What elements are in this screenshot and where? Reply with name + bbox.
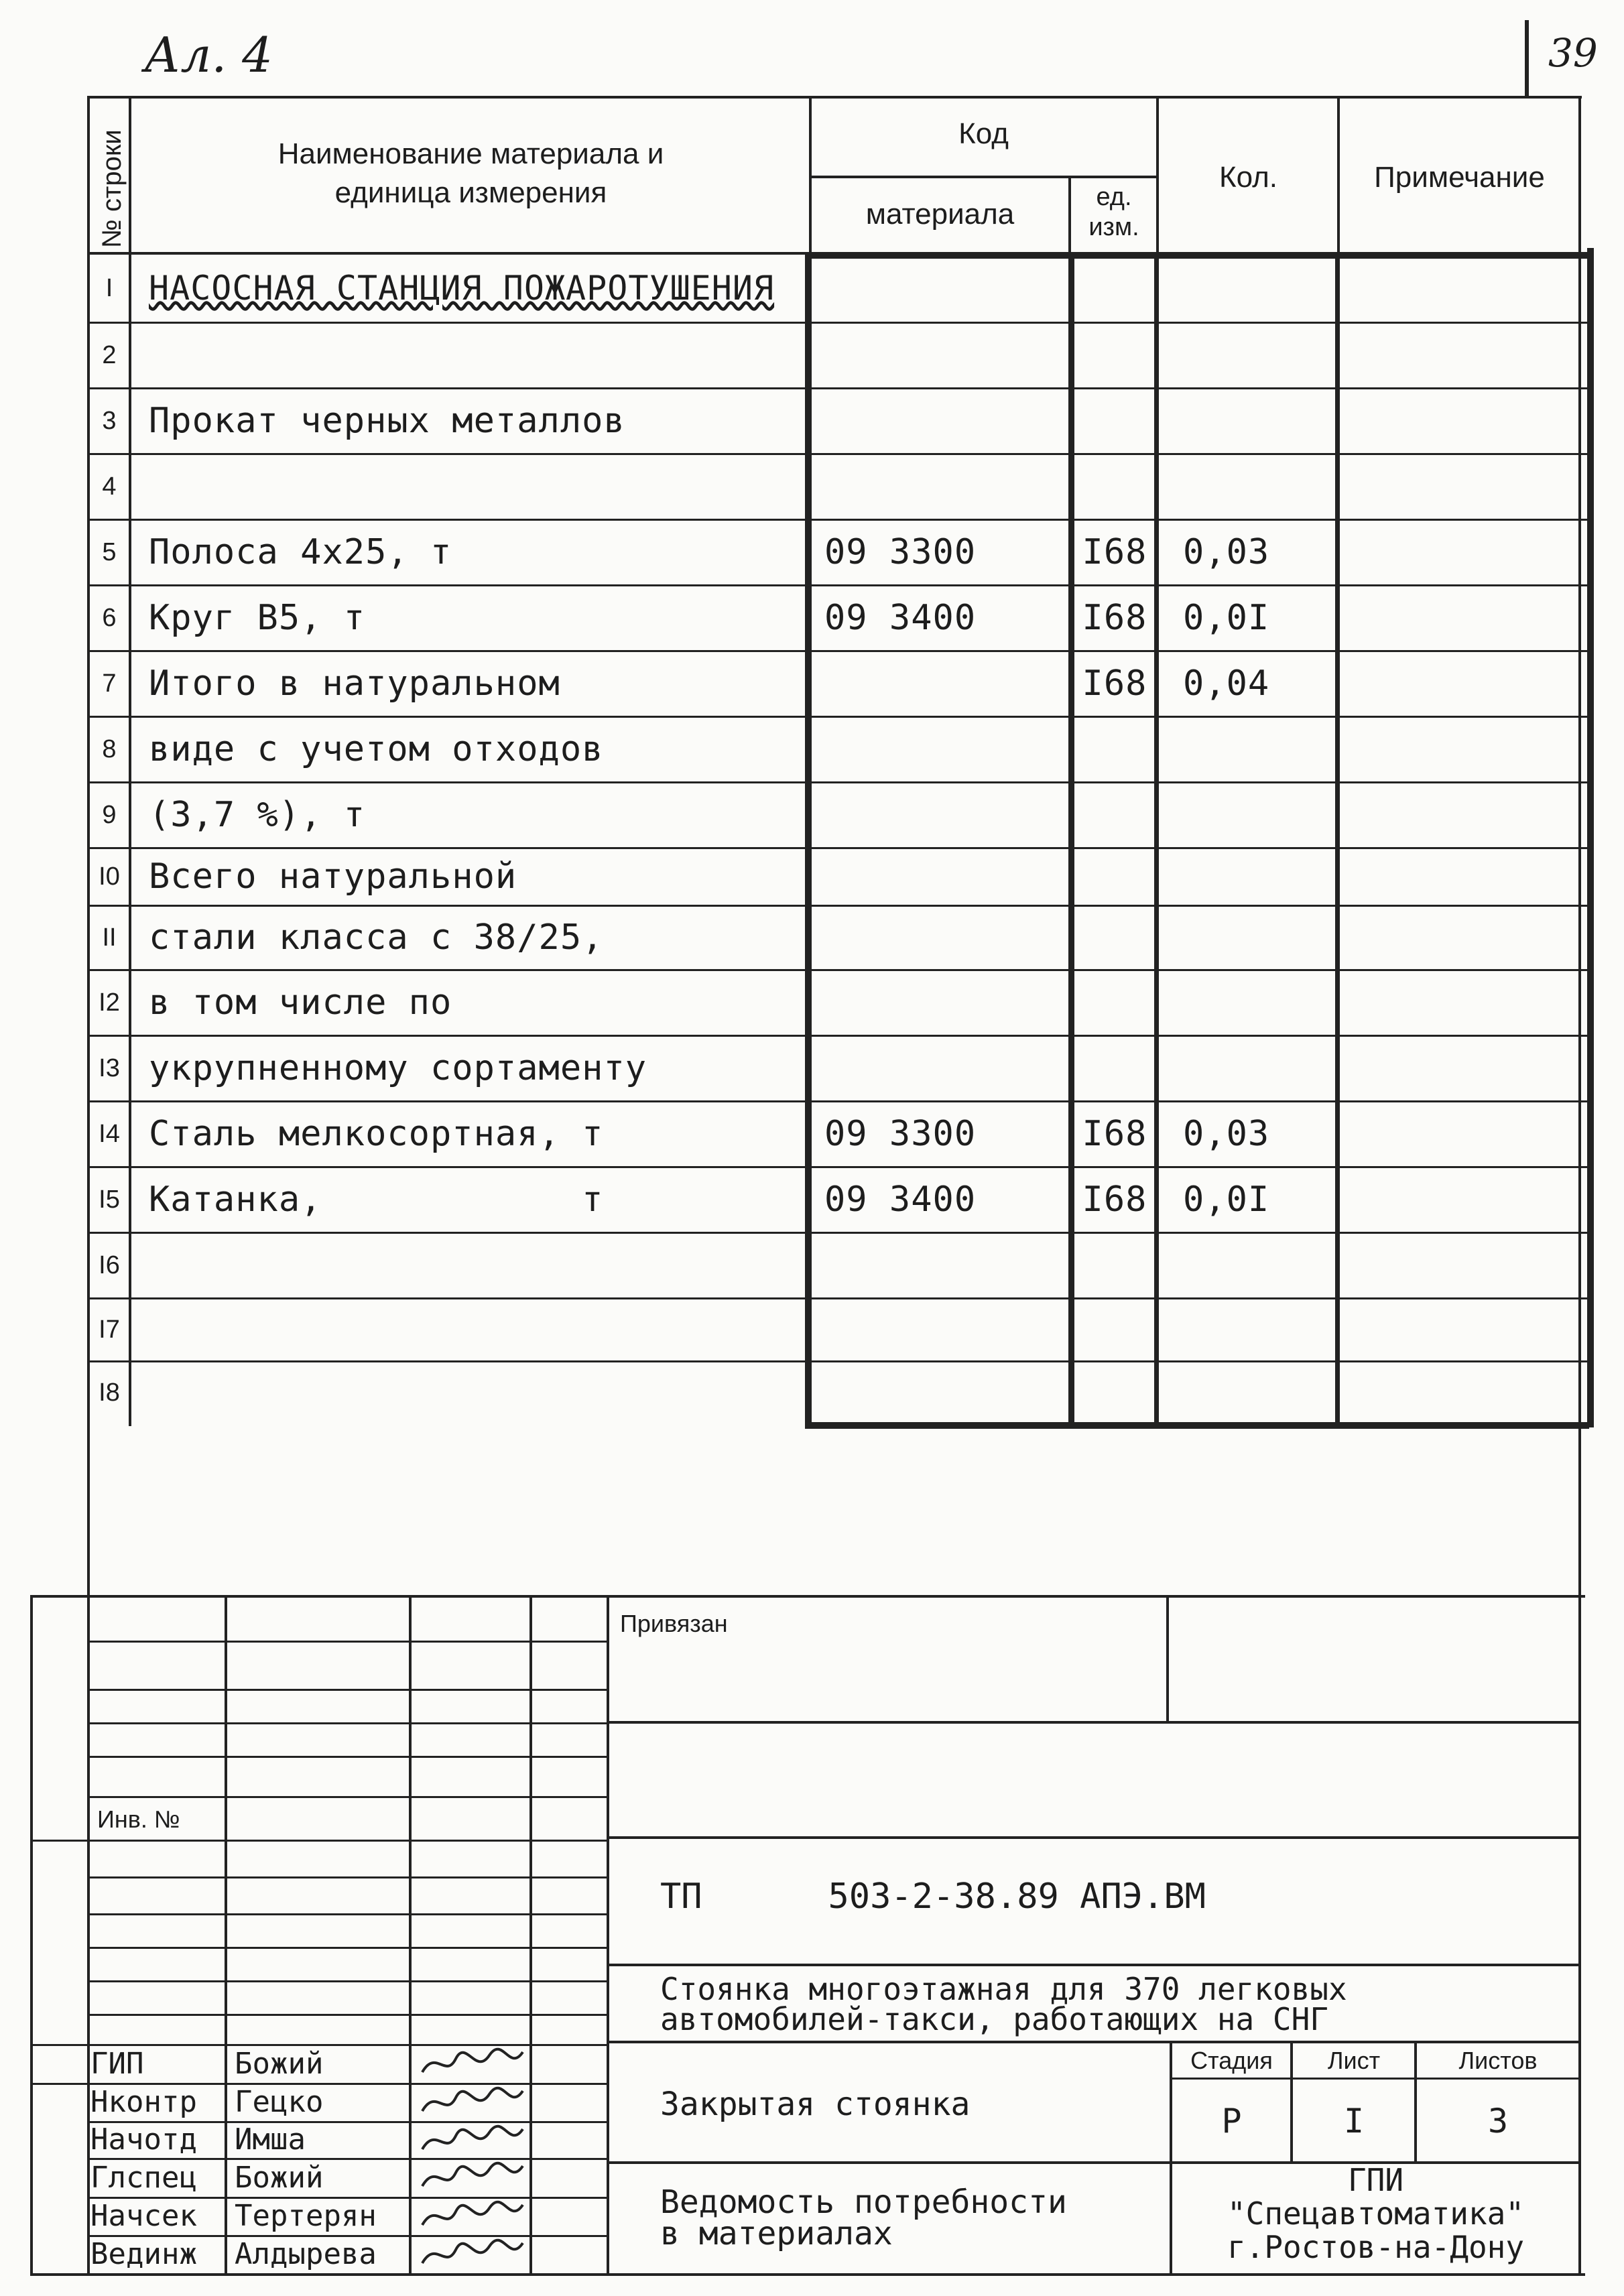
document-code: ТП 503-2-38.89 АПЭ.ВМ <box>660 1876 1206 1917</box>
unit-code <box>1074 1233 1155 1297</box>
code-unit-header-line2: изм. <box>1088 212 1139 241</box>
unit-code: I68 <box>1082 1179 1147 1220</box>
row-number: I0 <box>99 862 120 891</box>
page-number-divider <box>1525 20 1529 97</box>
material-code <box>824 1362 1069 1424</box>
material-name-header-line2: единица измерения <box>334 176 607 209</box>
stage-label: Стадия <box>1190 2047 1273 2074</box>
quantity: 0,0I <box>1183 598 1270 638</box>
unit-code: I68 <box>1082 598 1147 638</box>
material-code <box>824 1233 1069 1297</box>
unit-code <box>1074 454 1155 519</box>
quantity <box>1183 1233 1334 1297</box>
row-number: I8 <box>99 1379 120 1407</box>
unit-code <box>1074 389 1155 453</box>
inventory-number-label: Инв. № <box>97 1805 180 1833</box>
unit-code <box>1074 323 1155 387</box>
handwritten-sheet-label: Ал. 4 <box>144 27 273 83</box>
row-number: I4 <box>99 1119 120 1148</box>
row-number: 6 <box>102 603 117 632</box>
quantity <box>1183 970 1334 1035</box>
material-name: (3,7 %), т <box>149 795 366 835</box>
unit-code <box>1074 848 1155 905</box>
row-number: 5 <box>102 537 117 566</box>
row-number: 3 <box>102 406 117 435</box>
project-name-line2: автомобилей-такси, работающих на СНГ <box>660 2000 1328 2037</box>
material-name: НАСОСНАЯ СТАНЦИЯ ПОЖАРОТУШЕНИЯ <box>149 269 775 308</box>
unit-code <box>1074 255 1155 322</box>
quantity <box>1183 1036 1334 1100</box>
quantity-header: Кол. <box>1219 161 1278 194</box>
row-number: 8 <box>102 735 117 763</box>
material-name <box>149 323 802 387</box>
document-title-line2: в материалах <box>660 2214 893 2252</box>
signer-name: Божий <box>235 2160 324 2195</box>
material-name-header-line1: Наименование материала и <box>277 137 664 170</box>
material-code <box>824 389 1069 453</box>
signer-role: Вединж <box>90 2237 197 2271</box>
code-unit-header-line1: ед. <box>1096 182 1132 211</box>
signer-name: Алдырева <box>235 2237 377 2271</box>
material-code <box>824 1299 1069 1360</box>
material-code <box>824 906 1069 969</box>
material-code <box>824 1036 1069 1100</box>
quantity <box>1183 255 1334 322</box>
unit-code <box>1074 1036 1155 1100</box>
material-name: Итого в натуральном <box>149 663 560 704</box>
quantity <box>1183 848 1334 905</box>
unit-code <box>1074 717 1155 781</box>
organization-line3: г.Ростов-на-Дону <box>1227 2228 1525 2265</box>
code-header: Код <box>958 117 1009 150</box>
unit-code: I68 <box>1082 663 1147 704</box>
code-material-header: материала <box>865 198 1015 231</box>
note-header: Примечание <box>1374 161 1545 194</box>
quantity: 0,0I <box>1183 1179 1270 1220</box>
material-name <box>149 454 802 519</box>
quantity <box>1183 1362 1334 1424</box>
document-title-line1: Ведомость потребности <box>660 2183 1067 2221</box>
quantity <box>1183 783 1334 847</box>
signer-role: Начотд <box>90 2122 197 2157</box>
unit-code <box>1074 906 1155 969</box>
unit-code <box>1074 1299 1155 1360</box>
signature-scribble <box>416 2236 529 2282</box>
signer-role: Нконтр <box>90 2085 197 2119</box>
unit-code <box>1074 970 1155 1035</box>
privyazan-label: Привязан <box>620 1610 728 1637</box>
material-code: 09 3400 <box>824 1179 977 1220</box>
quantity <box>1183 906 1334 969</box>
quantity <box>1183 389 1334 453</box>
page-number: 39 <box>1548 30 1598 76</box>
unit-code: I68 <box>1082 532 1147 572</box>
material-code: 09 3300 <box>824 532 977 572</box>
material-name: Круг В5, т <box>149 598 366 638</box>
project-name-line1: Стоянка многоэтажная для 370 легковых <box>660 1970 1347 2007</box>
material-name <box>149 1233 802 1297</box>
material-name: в том числе по <box>149 982 452 1023</box>
sheet-label: Лист <box>1327 2047 1381 2074</box>
material-name: Катанка, т <box>149 1179 604 1220</box>
quantity <box>1183 323 1334 387</box>
material-name: Прокат черных металлов <box>149 401 625 441</box>
organization-line1: ГПИ <box>1347 2162 1404 2198</box>
quantity: 0,03 <box>1183 532 1270 572</box>
material-code <box>824 848 1069 905</box>
row-number: I6 <box>99 1251 120 1279</box>
row-number: II <box>102 923 117 952</box>
row-number: I3 <box>99 1054 120 1082</box>
quantity: 0,03 <box>1183 1114 1270 1154</box>
material-code <box>824 783 1069 847</box>
sheets-value: 3 <box>1487 2102 1509 2141</box>
material-name: Полоса 4х25, т <box>149 532 452 572</box>
row-number: 4 <box>102 472 117 501</box>
material-code: 09 3400 <box>824 598 977 638</box>
sheets-label: Листов <box>1458 2047 1538 2074</box>
row-number: 7 <box>102 669 117 698</box>
signer-role: ГИП <box>90 2046 144 2081</box>
unit-code: I68 <box>1082 1114 1147 1154</box>
quantity <box>1183 1299 1334 1360</box>
row-number: I <box>105 273 113 302</box>
material-code <box>824 323 1069 387</box>
material-code <box>824 717 1069 781</box>
organization-line2: "Спецавтоматика" <box>1227 2195 1525 2232</box>
row-number-header: № строки <box>97 129 127 248</box>
row-number: 9 <box>102 800 117 829</box>
row-number: I7 <box>99 1315 120 1344</box>
material-name: Сталь мелкосортная, т <box>149 1114 604 1154</box>
signer-name: Тертерян <box>235 2199 377 2233</box>
unit-code <box>1074 1362 1155 1424</box>
material-code: 09 3300 <box>824 1114 977 1154</box>
signer-name: Божий <box>235 2046 324 2081</box>
material-name <box>149 1362 802 1424</box>
material-code <box>824 970 1069 1035</box>
material-code <box>824 255 1069 322</box>
sheet-value: I <box>1343 2102 1365 2141</box>
signer-name: Гецко <box>235 2085 324 2119</box>
material-name: укрупненному сортаменту <box>149 1048 647 1088</box>
quantity: 0,04 <box>1183 663 1270 704</box>
unit-code <box>1074 783 1155 847</box>
material-code <box>824 454 1069 519</box>
material-name <box>149 1299 802 1360</box>
quantity <box>1183 454 1334 519</box>
section-name: Закрытая стоянка <box>660 2086 971 2123</box>
stage-value: Р <box>1221 2102 1242 2141</box>
signer-role: Глспец <box>90 2160 197 2195</box>
material-name: стали класса с 38/25, <box>149 917 604 958</box>
row-number: 2 <box>102 340 117 369</box>
quantity <box>1183 717 1334 781</box>
row-number: I5 <box>99 1185 120 1214</box>
material-code <box>824 651 1069 716</box>
signer-name: Имша <box>235 2122 306 2157</box>
signer-role: Начсек <box>90 2199 197 2233</box>
material-name: Всего натуральной <box>149 856 517 897</box>
row-number: I2 <box>99 988 120 1017</box>
material-name: виде с учетом отходов <box>149 729 604 769</box>
